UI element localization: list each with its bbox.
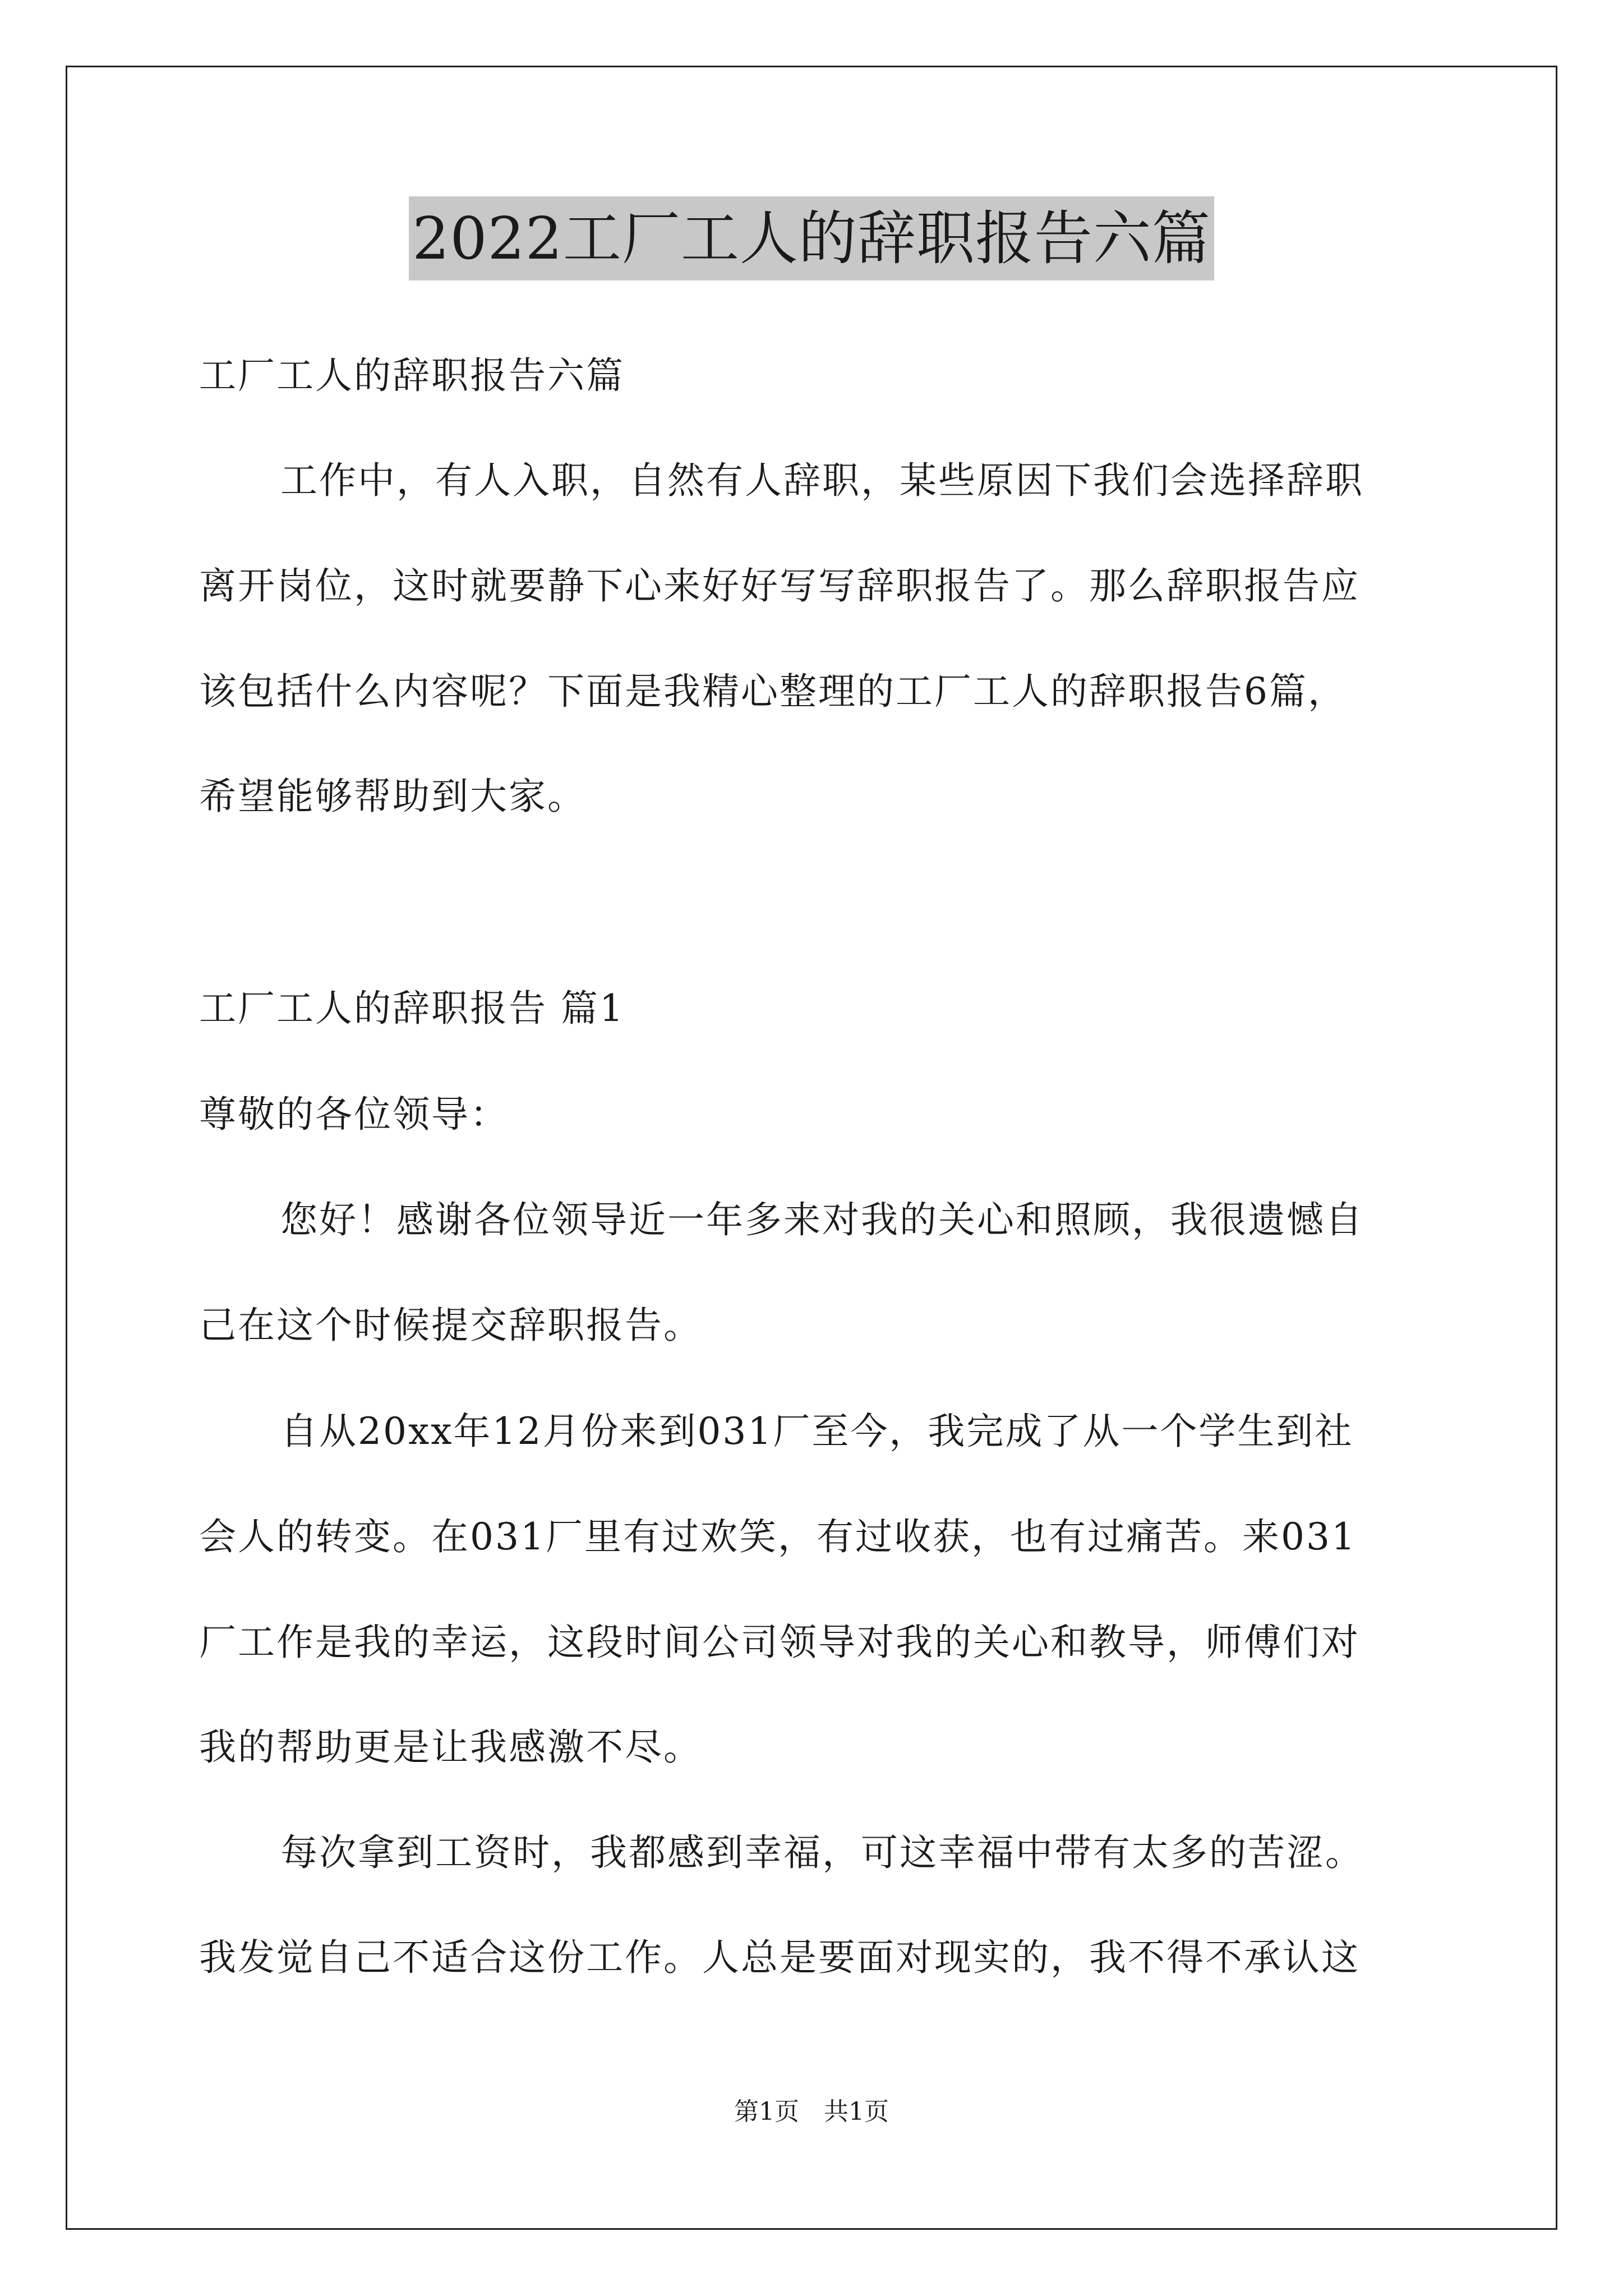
page-number: 第1页 共1页 bbox=[734, 2097, 889, 2126]
body-line-6: 我的帮助更是让我感激不尽。 bbox=[199, 1726, 702, 1769]
intro-line-1: 工作中，有人入职，自然有人辞职，某些原因下我们会选择辞职 bbox=[280, 459, 1364, 502]
body-line-4: 会人的转变。在031厂里有过欢笑，有过收获，也有过痛苦。来031 bbox=[199, 1515, 1357, 1558]
body-line-5: 厂工作是我的幸运，这段时间公司领导对我的关心和教导，师傅们对 bbox=[199, 1621, 1360, 1664]
salutation: 尊敬的各位领导： bbox=[199, 1093, 509, 1136]
section-heading: 工厂工人的辞职报告 篇1 bbox=[199, 987, 625, 1030]
title-container bbox=[0, 196, 1623, 280]
body-line-7: 每次拿到工资时，我都感到幸福，可这幸福中带有太多的苦涩。 bbox=[280, 1831, 1364, 1874]
intro-line-3: 该包括什么内容呢？下面是我精心整理的工厂工人的辞职报告6篇， bbox=[199, 670, 1347, 713]
body-line-3: 自从20xx年12月份来到031厂至今，我完成了从一个学生到社 bbox=[280, 1410, 1354, 1453]
body-line-1: 您好！感谢各位领导近一年多来对我的关心和照顾，我很遗憾自 bbox=[280, 1198, 1364, 1241]
body-line-2: 己在这个时候提交辞职报告。 bbox=[199, 1304, 702, 1347]
intro-line-4: 希望能够帮助到大家。 bbox=[199, 775, 586, 818]
document-title: 2022工厂工人的辞职报告六篇 bbox=[409, 196, 1214, 280]
intro-line-2: 离开岗位，这时就要静下心来好好写写辞职报告了。那么辞职报告应 bbox=[199, 564, 1360, 608]
document-subtitle: 工厂工人的辞职报告六篇 bbox=[199, 354, 625, 397]
body-line-8: 我发觉自己不适合这份工作。人总是要面对现实的，我不得不承认这 bbox=[199, 1936, 1360, 1979]
